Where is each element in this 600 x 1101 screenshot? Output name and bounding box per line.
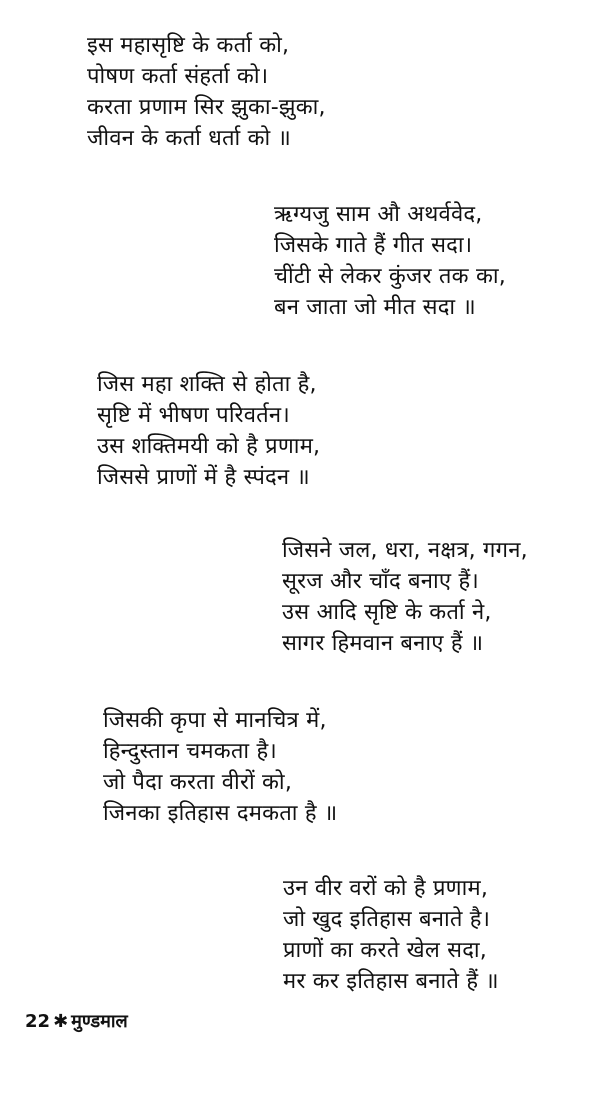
stanza-1-line-3: करता प्रणाम सिर झुका-झुका, xyxy=(87,95,326,120)
asterisk-separator-icon: ✱ xyxy=(53,1011,69,1032)
stanza-2 xyxy=(274,199,506,323)
stanza-3-line-3: उस शक्तिमयी को है प्रणाम, xyxy=(97,434,321,459)
stanza-5-line-3: जो पैदा करता वीरों को, xyxy=(103,770,293,795)
stanza-3-line-2: सृष्टि में भीषण परिवर्तन। xyxy=(97,403,290,428)
stanza-3-line-4: जिससे प्राणों में है स्पंदन ॥ xyxy=(97,465,310,490)
stanza-5-line-2: हिन्दुस्तान चमकता है। xyxy=(103,739,277,764)
stanza-6 xyxy=(283,873,499,997)
stanza-5-line-1: जिसकी कृपा से मानचित्र में, xyxy=(103,708,327,733)
stanza-6-line-4: मर कर इतिहास बनाते हैं ॥ xyxy=(283,969,499,994)
stanza-3 xyxy=(97,369,320,493)
stanza-5-line-4: जिनका इतिहास दमकता है ॥ xyxy=(103,801,338,826)
stanza-6-line-2: जो खुद इतिहास बनाते है। xyxy=(283,907,491,932)
stanza-6-line-1: उन वीर वरों को है प्रणाम, xyxy=(283,876,489,901)
stanza-2-line-1: ऋग्यजु साम औ अथर्ववेद, xyxy=(274,202,483,227)
stanza-5 xyxy=(103,705,337,829)
stanza-1 xyxy=(87,30,326,154)
book-title: मुण्डमाल xyxy=(71,1011,128,1032)
stanza-2-line-4: बन जाता जो मीत सदा ॥ xyxy=(274,295,476,320)
stanza-4-line-3: उस आदि सृष्टि के कर्ता ने, xyxy=(282,600,492,625)
stanza-4-line-1: जिसने जल, धरा, नक्षत्र, गगन, xyxy=(282,538,528,563)
stanza-2-line-3: चींटी से लेकर कुंजर तक का, xyxy=(274,264,506,289)
stanza-1-line-4: जीवन के कर्ता धर्ता को ॥ xyxy=(87,126,292,151)
page-number: 22 xyxy=(25,1011,51,1032)
stanza-1-line-2: पोषण कर्ता संहर्ता को। xyxy=(87,64,269,89)
stanza-1-line-1: इस महासृष्टि के कर्ता को, xyxy=(87,33,290,58)
stanza-4-line-2: सूरज और चाँद बनाए हैं। xyxy=(282,569,479,594)
stanza-6-line-3: प्राणों का करते खेल सदा, xyxy=(283,938,487,963)
stanza-3-line-1: जिस महा शक्ति से होता है, xyxy=(97,372,317,397)
stanza-4 xyxy=(282,535,528,659)
stanza-2-line-2: जिसके गाते हैं गीत सदा। xyxy=(274,233,473,258)
stanza-4-line-4: सागर हिमवान बनाए हैं ॥ xyxy=(282,631,484,656)
page-footer xyxy=(25,1009,128,1033)
